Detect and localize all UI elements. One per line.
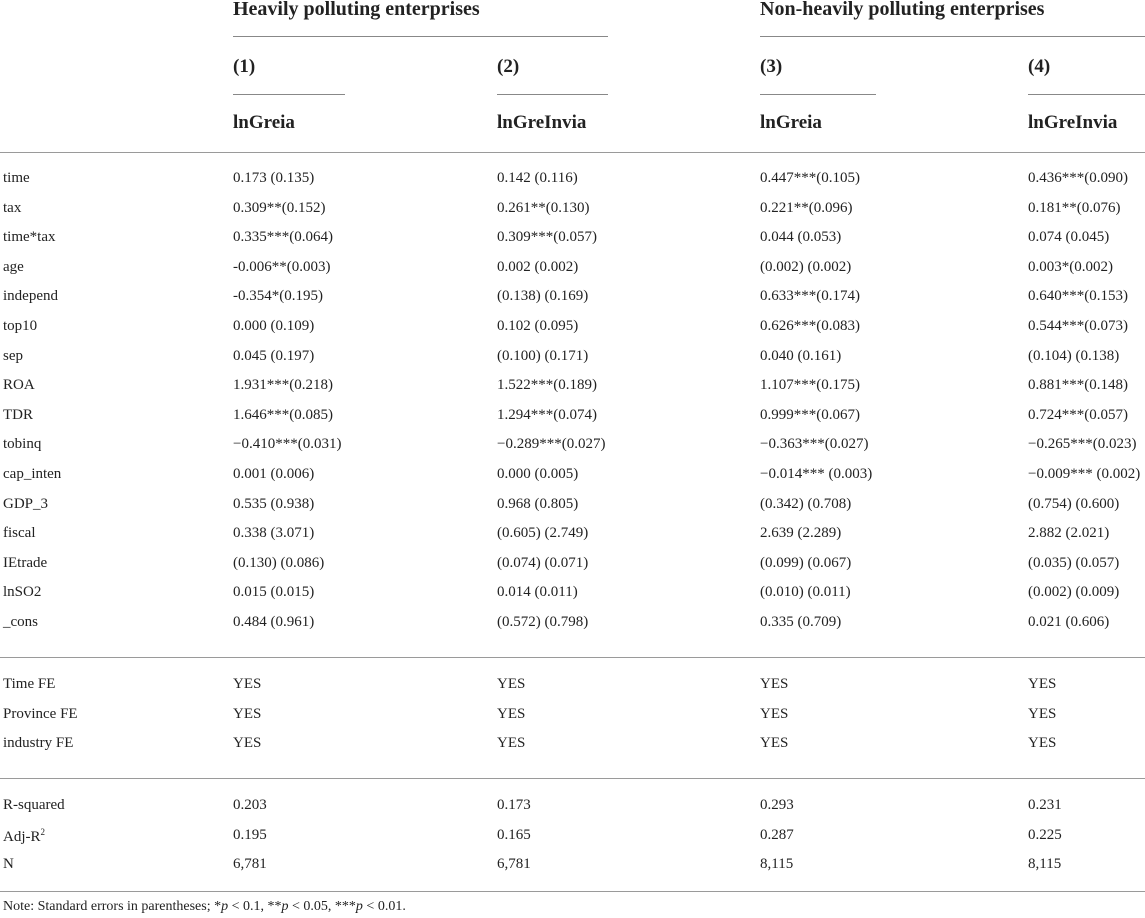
table-cell: 0.221**(0.096) <box>760 199 853 216</box>
table-cell: 0.040 (0.161) <box>760 347 842 364</box>
row-label: lnSO2 <box>3 584 42 601</box>
table-cell: 0.195 <box>233 826 267 843</box>
table-row <box>0 706 1145 736</box>
table-cell: −0.289***(0.027) <box>497 436 606 453</box>
table-row <box>0 614 1145 644</box>
dependent-variable-2: lnGreInvia <box>497 112 587 133</box>
group-header-heavy: Heavily polluting enterprises <box>233 0 480 20</box>
table-cell: 0.436***(0.090) <box>1028 170 1128 186</box>
table-row <box>0 377 1145 407</box>
row-label: industry FE <box>3 735 74 752</box>
table-cell: 0.074 (0.045) <box>1028 229 1110 246</box>
table-row <box>0 856 1145 886</box>
table-row <box>0 584 1145 614</box>
table-cell: 0.231 <box>1028 797 1062 813</box>
table-cell: (0.605) (2.749) <box>497 525 589 542</box>
table-row <box>0 200 1145 230</box>
table-cell: 2.639 (2.289) <box>760 525 842 542</box>
table-cell: YES <box>497 705 526 722</box>
table-cell: 0.225 <box>1028 826 1062 843</box>
coefficient-bottom-rule <box>0 657 1145 658</box>
table-row <box>0 555 1145 585</box>
table-cell: 0.021 (0.606) <box>1028 614 1110 630</box>
table-cell: (0.342) (0.708) <box>760 495 852 512</box>
group-rule-heavy <box>233 36 608 37</box>
table-row <box>0 318 1145 348</box>
table-cell: 0.173 <box>497 797 531 813</box>
table-cell: 0.999***(0.067) <box>760 406 860 423</box>
table-row <box>0 259 1145 289</box>
table-cell: (0.002) (0.002) <box>760 258 852 275</box>
table-cell: 6,781 <box>497 856 531 873</box>
table-cell: 0.724***(0.057) <box>1028 406 1128 423</box>
group-rule-nonheavy <box>760 36 1145 37</box>
table-cell: −0.410***(0.031) <box>233 436 342 453</box>
row-label: time*tax <box>3 229 56 246</box>
table-cell: (0.100) (0.171) <box>497 347 589 364</box>
row-label: tax <box>3 199 22 216</box>
table-cell: 0.173 (0.135) <box>233 170 315 186</box>
column-number-2: (2) <box>497 56 520 77</box>
table-cell: 1.107***(0.175) <box>760 377 860 394</box>
table-cell: 0.335 (0.709) <box>760 614 842 630</box>
table-cell: −0.009*** (0.002) <box>1028 466 1141 482</box>
table-cell: −0.363***(0.027) <box>760 436 869 453</box>
table-cell: 0.165 <box>497 826 531 843</box>
table-bottom-rule <box>0 891 1145 892</box>
table-cell: 0.544***(0.073) <box>1028 318 1128 334</box>
table-cell: 8,115 <box>760 856 794 873</box>
table-cell: (0.754) (0.600) <box>1028 495 1120 512</box>
table-cell: 0.484 (0.961) <box>233 614 315 630</box>
table-cell: YES <box>233 735 262 752</box>
table-cell: 0.287 <box>760 826 794 843</box>
table-row <box>0 170 1145 200</box>
table-cell: (0.002) (0.009) <box>1028 584 1120 601</box>
table-cell: 6,781 <box>233 856 267 873</box>
column-number-1: (1) <box>233 56 256 77</box>
table-cell: -0.354*(0.195) <box>233 288 323 305</box>
table-cell: 0.535 (0.938) <box>233 495 315 512</box>
row-label: ROA <box>3 377 35 394</box>
row-label: _cons <box>3 614 38 630</box>
table-cell: 0.002 (0.002) <box>497 258 579 275</box>
dependent-variable-1: lnGreia <box>233 112 295 133</box>
table-cell: YES <box>497 735 526 752</box>
table-cell: 0.015 (0.015) <box>233 584 315 601</box>
row-label: cap_inten <box>3 466 62 482</box>
table-cell: (0.099) (0.067) <box>760 554 852 571</box>
column-number-4: (4) <box>1028 56 1051 77</box>
table-cell: -0.006**(0.003) <box>233 258 331 275</box>
table-cell: 0.003*(0.002) <box>1028 258 1113 275</box>
fixed-effects-bottom-rule <box>0 778 1145 779</box>
row-label: age <box>3 258 24 275</box>
table-cell: 0.000 (0.109) <box>233 318 315 334</box>
column-rule-3 <box>760 94 876 95</box>
row-label: tobinq <box>3 436 42 453</box>
table-row <box>0 797 1145 827</box>
row-label: independ <box>3 288 58 305</box>
table-cell: 0.633***(0.174) <box>760 288 860 305</box>
table-cell: 1.931***(0.218) <box>233 377 333 394</box>
table-row <box>0 525 1145 555</box>
table-cell: 0.293 <box>760 797 794 813</box>
column-rule-1 <box>233 94 345 95</box>
row-label: Time FE <box>3 676 56 692</box>
table-cell: 1.522***(0.189) <box>497 377 597 394</box>
table-cell: 0.102 (0.095) <box>497 318 579 334</box>
table-row <box>0 407 1145 437</box>
column-number-3: (3) <box>760 56 783 77</box>
table-row <box>0 229 1145 259</box>
table-row <box>0 436 1145 466</box>
table-cell: YES <box>1028 676 1057 692</box>
table-cell: YES <box>233 676 262 692</box>
table-cell: 0.309**(0.152) <box>233 199 326 216</box>
table-cell: 0.261**(0.130) <box>497 199 590 216</box>
table-cell: 0.044 (0.053) <box>760 229 842 246</box>
table-cell: (0.104) (0.138) <box>1028 347 1120 364</box>
table-cell: YES <box>1028 705 1057 722</box>
row-label: Province FE <box>3 705 78 722</box>
table-cell: 0.014 (0.011) <box>497 584 578 601</box>
table-cell: 0.335***(0.064) <box>233 229 333 246</box>
table-cell: (0.130) (0.086) <box>233 554 325 571</box>
table-cell: YES <box>1028 735 1057 752</box>
table-cell: 2.882 (2.021) <box>1028 525 1110 542</box>
table-row <box>0 288 1145 318</box>
table-cell: 0.968 (0.805) <box>497 495 579 512</box>
row-label: GDP_3 <box>3 495 49 512</box>
table-cell: −0.265***(0.023) <box>1028 436 1137 453</box>
row-label: Adj-$R^2$ <box>3 826 45 845</box>
table-cell: (0.074) (0.071) <box>497 554 589 571</box>
table-cell: (0.572) (0.798) <box>497 614 589 630</box>
table-cell: YES <box>760 705 789 722</box>
table-cell: 0.142 (0.116) <box>497 170 578 186</box>
table-cell: YES <box>760 735 789 752</box>
table-row <box>0 466 1145 496</box>
table-cell: YES <box>233 705 262 722</box>
table-cell: (0.010) (0.011) <box>760 584 851 601</box>
table-row <box>0 348 1145 378</box>
table-cell: YES <box>760 676 789 692</box>
row-label: sep <box>3 347 23 364</box>
table-row <box>0 496 1145 526</box>
table-cell: 0.338 (3.071) <box>233 525 315 542</box>
table-cell: 0.000 (0.005) <box>497 466 579 482</box>
table-row <box>0 676 1145 706</box>
table-row <box>0 827 1145 857</box>
row-label: fiscal <box>3 525 36 542</box>
table-cell: 1.646***(0.085) <box>233 406 333 423</box>
table-row <box>0 735 1145 765</box>
table-cell: 0.640***(0.153) <box>1028 288 1128 305</box>
table-cell: 0.001 (0.006) <box>233 466 315 482</box>
table-cell: 0.626***(0.083) <box>760 318 860 334</box>
table-cell: −0.014*** (0.003) <box>760 466 873 482</box>
table-cell: 0.045 (0.197) <box>233 347 315 364</box>
table-cell: 0.309***(0.057) <box>497 229 597 246</box>
column-rule-4 <box>1028 94 1145 95</box>
row-label: N <box>3 856 14 873</box>
table-note: Note: Standard errors in parentheses; *p < 0.1, **p < 0.05, ***p < 0.01. <box>3 899 406 914</box>
table-cell: YES <box>497 676 526 692</box>
table-cell: 1.294***(0.074) <box>497 406 597 423</box>
table-cell: (0.035) (0.057) <box>1028 554 1120 571</box>
table-cell: (0.138) (0.169) <box>497 288 589 305</box>
row-label: time <box>3 170 30 186</box>
row-label: R-squared <box>3 797 65 813</box>
column-rule-2 <box>497 94 608 95</box>
dependent-variable-4: lnGreInvia <box>1028 112 1118 133</box>
table-cell: 0.881***(0.148) <box>1028 377 1128 394</box>
table-cell: 0.203 <box>233 797 267 813</box>
table-cell: 0.181**(0.076) <box>1028 199 1121 216</box>
table-cell: 8,115 <box>1028 856 1062 873</box>
group-header-nonheavy: Non-heavily polluting enterprises <box>760 0 1045 20</box>
row-label: TDR <box>3 406 33 423</box>
row-label: IEtrade <box>3 554 48 571</box>
table-cell: 0.447***(0.105) <box>760 170 860 186</box>
row-label: top10 <box>3 318 38 334</box>
superscript: 2 <box>40 826 45 837</box>
header-bottom-rule <box>0 152 1145 153</box>
dependent-variable-3: lnGreia <box>760 112 822 133</box>
